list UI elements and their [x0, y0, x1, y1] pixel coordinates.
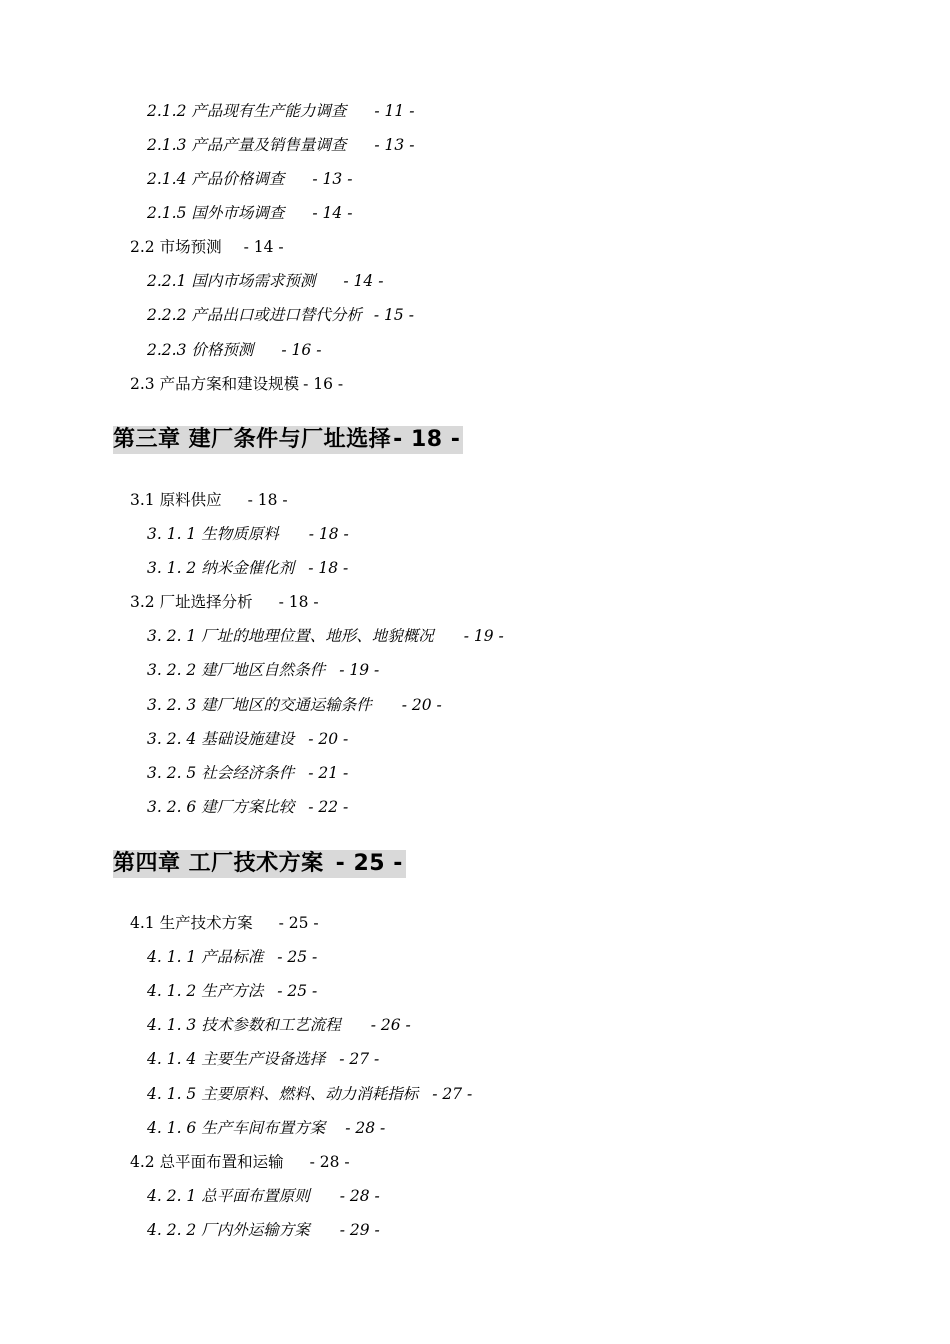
toc-entry-title: 4. 2. 1 总平面布置原则: [147, 1187, 310, 1205]
chapter-heading[interactable]: [113, 426, 463, 454]
toc-entry-page: - 13 -: [374, 136, 415, 154]
toc-entry[interactable]: [147, 763, 348, 783]
toc-entry[interactable]: [147, 305, 414, 325]
toc-entry-page: - 27 -: [339, 1050, 380, 1068]
toc-entry-page: - 20 -: [308, 730, 349, 748]
toc-entry-page: - 14 -: [312, 204, 353, 222]
toc-entry[interactable]: [130, 1152, 350, 1172]
toc-entry-page: - 16 -: [281, 341, 322, 359]
toc-entry-title: 3.2 厂址选择分析: [130, 593, 253, 611]
toc-entry[interactable]: [147, 169, 352, 189]
toc-entry[interactable]: [130, 913, 319, 933]
chapter-page: - 25 -: [335, 851, 403, 876]
toc-entry[interactable]: [147, 729, 348, 749]
toc-entry-title: 4. 1. 1 产品标准: [147, 948, 264, 966]
toc-entry[interactable]: [147, 1015, 411, 1035]
toc-entry-title: 2.3 产品方案和建设规模: [130, 375, 300, 393]
toc-entry-page: - 25 -: [277, 982, 318, 1000]
toc-entry-title: 4. 1. 4 主要生产设备选择: [147, 1050, 326, 1068]
toc-entry-title: 2.1.4 产品价格调查: [147, 170, 285, 188]
toc-entry[interactable]: [147, 695, 442, 715]
toc-entry[interactable]: [130, 374, 343, 394]
toc-entry[interactable]: [147, 558, 348, 578]
toc-entry-page: - 11 -: [374, 102, 415, 120]
toc-entry-page: - 27 -: [432, 1085, 473, 1103]
toc-entry[interactable]: [147, 203, 352, 223]
chapter-title: 第三章 建厂条件与厂址选择: [113, 427, 392, 452]
toc-entry-title: 2.2 市场预测: [130, 238, 222, 256]
toc-entry-title: 3. 1. 1 生物质原料: [147, 525, 279, 543]
toc-entry[interactable]: [147, 1220, 380, 1240]
toc-entry-title: 3. 2. 4 基础设施建设: [147, 730, 295, 748]
toc-entry-page: - 18 -: [247, 491, 288, 509]
toc-entry-title: 4. 1. 3 技术参数和工艺流程: [147, 1016, 341, 1034]
toc-entry-page: - 29 -: [339, 1221, 380, 1239]
toc-entry[interactable]: [147, 1084, 472, 1104]
toc-entry-page: - 28 -: [339, 1187, 380, 1205]
toc-entry-title: 4.1 生产技术方案: [130, 914, 253, 932]
toc-entry-page: - 18 -: [308, 559, 349, 577]
toc-entry-title: 2.1.3 产品产量及销售量调查: [147, 136, 347, 154]
toc-entry-title: 4.2 总平面布置和运输: [130, 1153, 284, 1171]
toc-entry-page: - 28 -: [309, 1153, 350, 1171]
toc-entry-page: - 14 -: [243, 238, 284, 256]
toc-entry-page: - 20 -: [401, 696, 442, 714]
toc-entry[interactable]: [147, 626, 504, 646]
toc-entry-page: - 19 -: [463, 627, 504, 645]
toc-entry-page: - 13 -: [312, 170, 353, 188]
toc-entry[interactable]: [130, 490, 288, 510]
toc-entry-page: - 14 -: [343, 272, 384, 290]
toc-entry[interactable]: [147, 271, 383, 291]
toc-entry-title: 3.1 原料供应: [130, 491, 222, 509]
toc-entry-title: 2.2.3 价格预测: [147, 341, 254, 359]
toc-entry-title: 3. 2. 5 社会经济条件: [147, 764, 295, 782]
toc-entry-title: 3. 2. 1 厂址的地理位置、地形、地貌概况: [147, 627, 434, 645]
toc-entry[interactable]: [147, 1186, 380, 1206]
toc-entry-page: - 18 -: [278, 593, 319, 611]
toc-entry-title: 2.1.2 产品现有生产能力调查: [147, 102, 347, 120]
toc-entry-page: - 15 -: [373, 306, 414, 324]
chapter-title: 第四章 工厂技术方案: [113, 851, 324, 876]
toc-entry-page: - 26 -: [370, 1016, 411, 1034]
toc-entry-title: 3. 1. 2 纳米金催化剂: [147, 559, 295, 577]
toc-entry-page: - 19 -: [339, 661, 380, 679]
toc-entry-title: 3. 2. 2 建厂地区自然条件: [147, 661, 326, 679]
toc-entry[interactable]: [147, 524, 349, 544]
toc-entry-page: - 16 -: [303, 375, 344, 393]
toc-entry-page: - 18 -: [308, 525, 349, 543]
toc-entry-title: 4. 1. 5 主要原料、燃料、动力消耗指标: [147, 1085, 419, 1103]
toc-entry[interactable]: [147, 1049, 379, 1069]
toc-entry-page: - 22 -: [308, 798, 349, 816]
chapter-heading[interactable]: [113, 850, 406, 878]
toc-entry-title: 2.1.5 国外市场调查: [147, 204, 285, 222]
toc-entry-page: - 25 -: [278, 914, 319, 932]
toc-entry-page: - 25 -: [277, 948, 318, 966]
toc-entry-title: 4. 1. 2 生产方法: [147, 982, 264, 1000]
chapter-page: - 18 -: [393, 427, 461, 452]
toc-entry[interactable]: [147, 981, 317, 1001]
toc-entry-page: - 21 -: [308, 764, 349, 782]
toc-entry[interactable]: [130, 237, 284, 257]
toc-entry[interactable]: [147, 101, 414, 121]
toc-entry-title: 4. 1. 6 生产车间布置方案: [147, 1119, 326, 1137]
toc-entry[interactable]: [130, 592, 319, 612]
toc-entry[interactable]: [147, 797, 348, 817]
toc-entry[interactable]: [147, 340, 321, 360]
toc-entry[interactable]: [147, 135, 414, 155]
toc-entry-title: 2.2.2 产品出口或进口替代分析: [147, 306, 362, 324]
toc-entry[interactable]: [147, 947, 317, 967]
toc-entry-title: 3. 2. 3 建厂地区的交通运输条件: [147, 696, 372, 714]
toc-entry-title: 3. 2. 6 建厂方案比较: [147, 798, 295, 816]
toc-entry-title: 2.2.1 国内市场需求预测: [147, 272, 316, 290]
toc-entry-page: - 28 -: [345, 1119, 386, 1137]
toc-entry[interactable]: [147, 1118, 385, 1138]
toc-entry[interactable]: [147, 660, 379, 680]
toc-entry-title: 4. 2. 2 厂内外运输方案: [147, 1221, 310, 1239]
